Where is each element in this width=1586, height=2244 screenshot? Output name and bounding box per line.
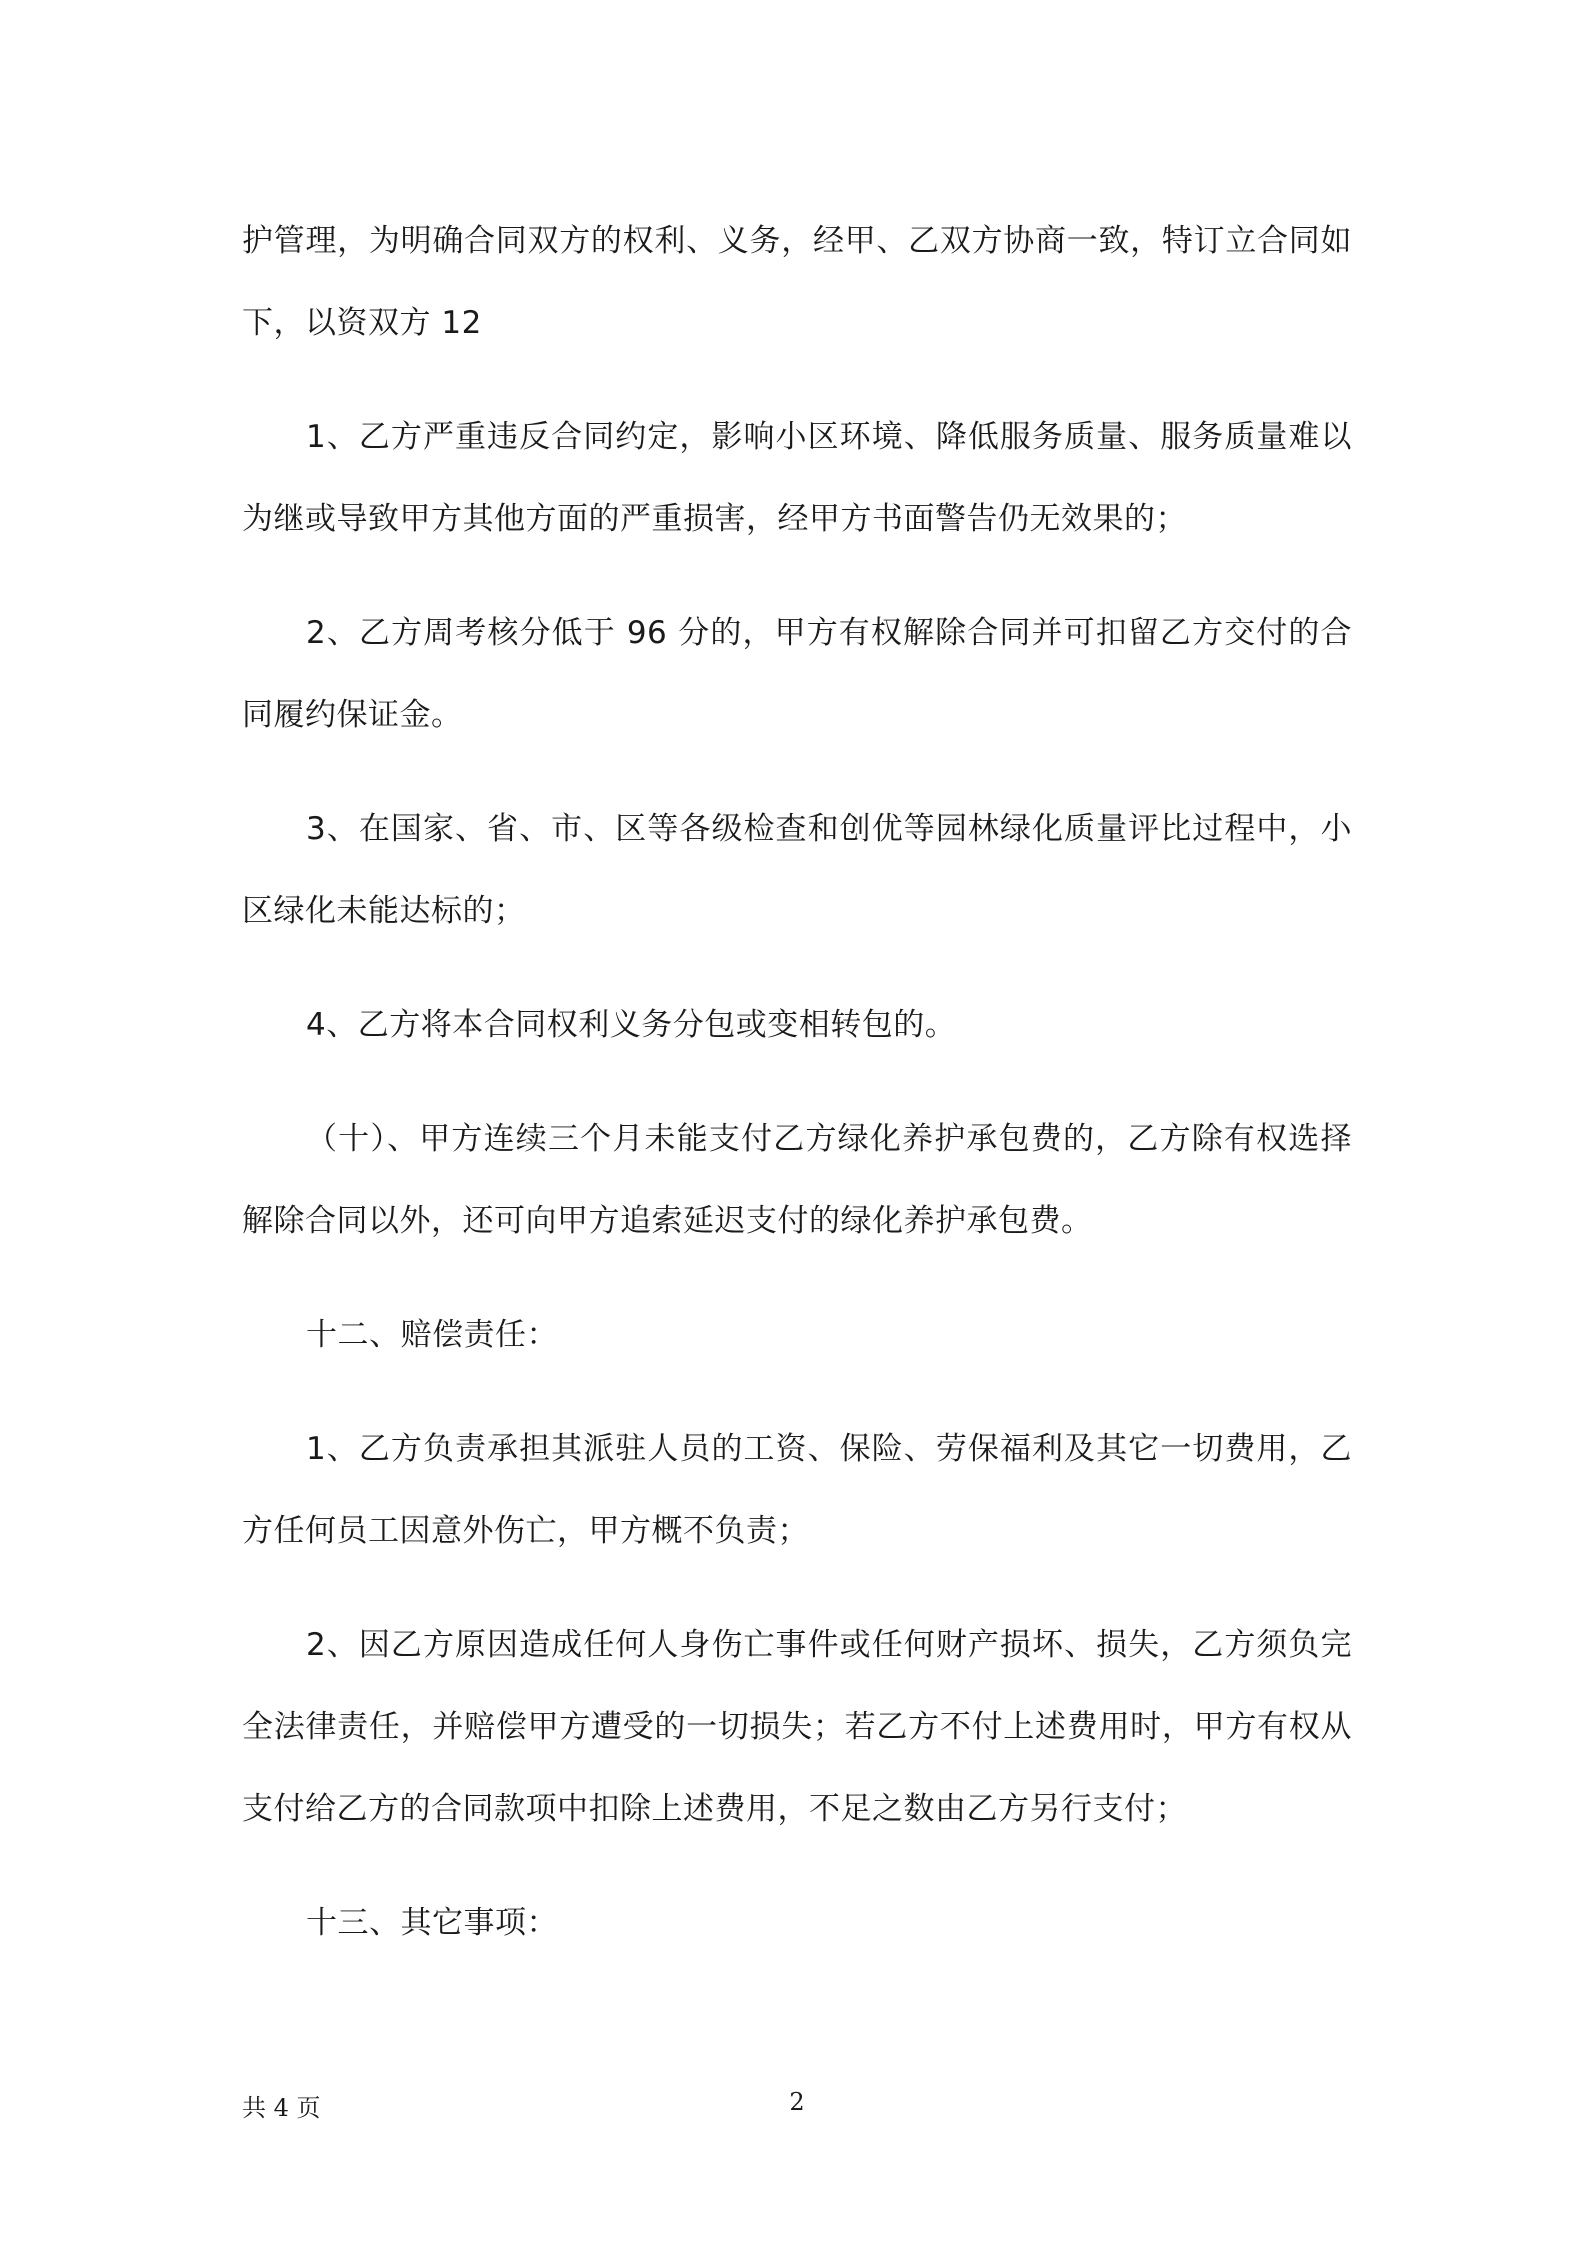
- section-heading: 十三、其它事项：: [306, 1905, 558, 1941]
- total-pages-label: 共 4 页: [242, 2094, 321, 2122]
- paragraph: 1、乙方负责承担其派驻人员的工资、保险、劳保福利及其它一切费用，乙方任何员工因意外伤亡，甲方概不负责；: [242, 1431, 1352, 1549]
- paragraph: 2、因乙方原因造成任何人身伤亡事件或任何财产损坏、损失，乙方须负完全法律责任，并赔偿甲方遭受的一切损失；若乙方不付上述费用时，甲方有权从支付给乙方的合同款项中扣除上述费用，不足之数由乙方另行支付；: [242, 1627, 1352, 1827]
- paragraph: 3、在国家、省、市、区等各级检查和创优等园林绿化质量评比过程中，小区绿化未能达标的；: [242, 811, 1352, 929]
- page-number: 2: [789, 2088, 805, 2116]
- paragraph: 4、乙方将本合同权利义务分包或变相转包的。: [306, 1007, 957, 1043]
- section-heading: 十二、赔偿责任：: [306, 1317, 558, 1353]
- document-body: [242, 200, 1352, 1996]
- page-footer: [242, 2088, 1352, 2128]
- paragraph: （十）、甲方连续三个月未能支付乙方绿化养护承包费的，乙方除有权选择解除合同以外，还可向甲方追索延迟支付的绿化养护承包费。: [242, 1121, 1352, 1239]
- paragraph: 护管理，为明确合同双方的权利、义务，经甲、乙双方协商一致，特订立合同如下，以资双方 12: [242, 223, 1352, 341]
- paragraph: 1、乙方严重违反合同约定，影响小区环境、降低服务质量、服务质量难以为继或导致甲方其他方面的严重损害，经甲方书面警告仍无效果的；: [242, 419, 1352, 537]
- paragraph: 2、乙方周考核分低于 96 分的，甲方有权解除合同并可扣留乙方交付的合同履约保证金。: [242, 615, 1352, 733]
